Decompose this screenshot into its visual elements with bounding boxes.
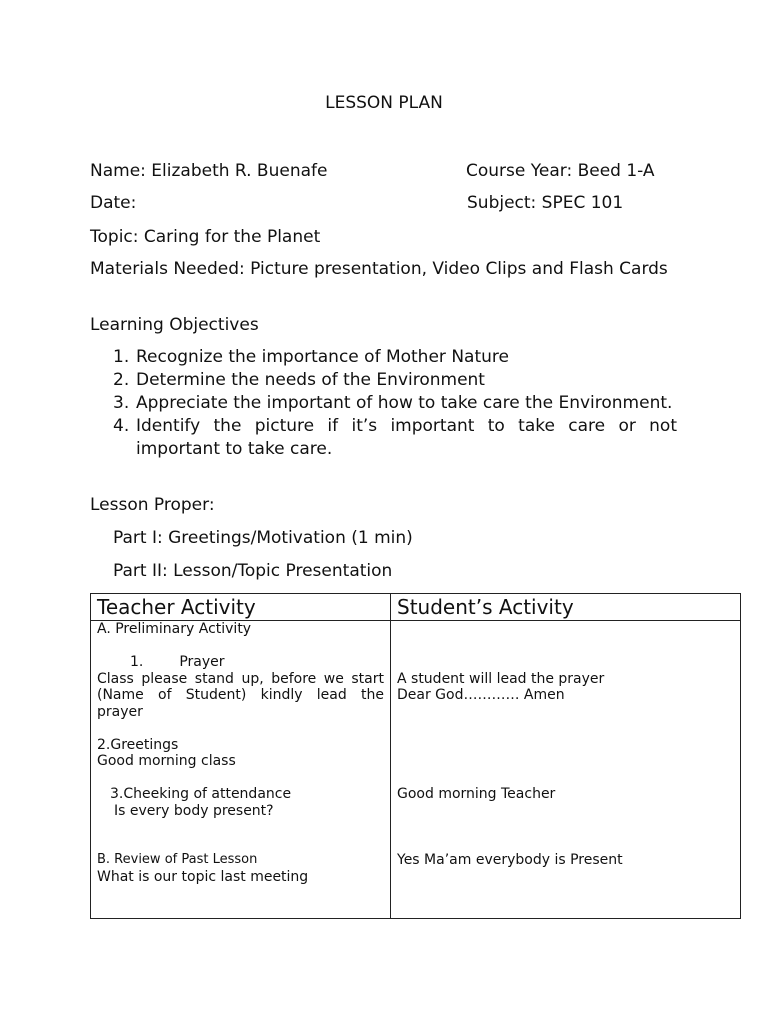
objective-item — [113, 369, 677, 392]
attendance-label: 3.Cheeking of attendance — [110, 786, 292, 802]
student-activity-cell — [391, 621, 741, 919]
objective-text: Recognize the importance of Mother Nature — [136, 347, 509, 367]
name-field: Name: Elizabeth R. Buenafe — [90, 161, 328, 181]
date-field: Date: — [90, 193, 137, 213]
student-prayer-lead: A student will lead the prayer — [397, 670, 605, 687]
objective-number: 3. — [113, 393, 130, 413]
topic-field: Topic: Caring for the Planet — [90, 227, 321, 247]
objective-text: Appreciate the important of how to take care the Environment. — [136, 393, 673, 413]
objective-item — [113, 346, 677, 369]
objective-item — [113, 415, 677, 461]
prayer-instruction-line: prayer — [97, 703, 143, 720]
part-one-label: Part I: Greetings/Motivation (1 min) — [113, 528, 413, 548]
objective-number: 1. — [113, 347, 130, 367]
attendance-text: Is every body present? — [114, 802, 274, 819]
student-prayer-text: Dear God………… Amen — [397, 687, 565, 703]
prayer-title: Prayer — [179, 654, 225, 670]
materials-field: Materials Needed: Picture presentation, Video Clips and Flash Cards — [90, 259, 668, 279]
objective-item — [113, 392, 677, 415]
prayer-instruction-line: Class please stand up, before we start — [97, 670, 384, 687]
prayer-label — [97, 654, 384, 671]
table-row — [91, 621, 741, 919]
review-text: What is our topic last meeting — [97, 868, 309, 885]
student-activity-header: Student’s Activity — [391, 594, 741, 621]
greetings-text: Good morning class — [97, 753, 236, 769]
objective-text: Determine the needs of the Environment — [136, 370, 485, 390]
prayer-number: 1. — [130, 654, 144, 670]
activity-table — [90, 593, 741, 919]
part-two-label: Part II: Lesson/Topic Presentation — [113, 561, 393, 581]
review-label: B. Review of Past Lesson — [97, 852, 258, 867]
student-attendance-reply: Yes Ma’am everybody is Present — [397, 852, 623, 868]
table-header-row — [91, 594, 741, 621]
prayer-instruction-line: (Name of Student) kindly lead the — [97, 687, 384, 703]
lesson-proper-heading: Lesson Proper: — [90, 495, 215, 515]
page-title: LESSON PLAN — [325, 93, 443, 113]
course-year-field: Course Year: Beed 1-A — [466, 161, 655, 181]
objective-number: 2. — [113, 370, 130, 390]
objective-number: 4. — [113, 416, 130, 436]
greetings-label: 2.Greetings — [97, 736, 179, 753]
objective-text: Identify the picture if it’s important to take care or not important to take care. — [136, 416, 677, 459]
teacher-activity-header: Teacher Activity — [91, 594, 391, 621]
student-greeting-reply: Good morning Teacher — [397, 786, 556, 802]
teacher-activity-cell — [91, 621, 391, 919]
objectives-heading: Learning Objectives — [90, 315, 259, 335]
subject-field: Subject: SPEC 101 — [467, 193, 624, 213]
objectives-list — [113, 346, 677, 461]
preliminary-activity-label: A. Preliminary Activity — [97, 621, 252, 637]
